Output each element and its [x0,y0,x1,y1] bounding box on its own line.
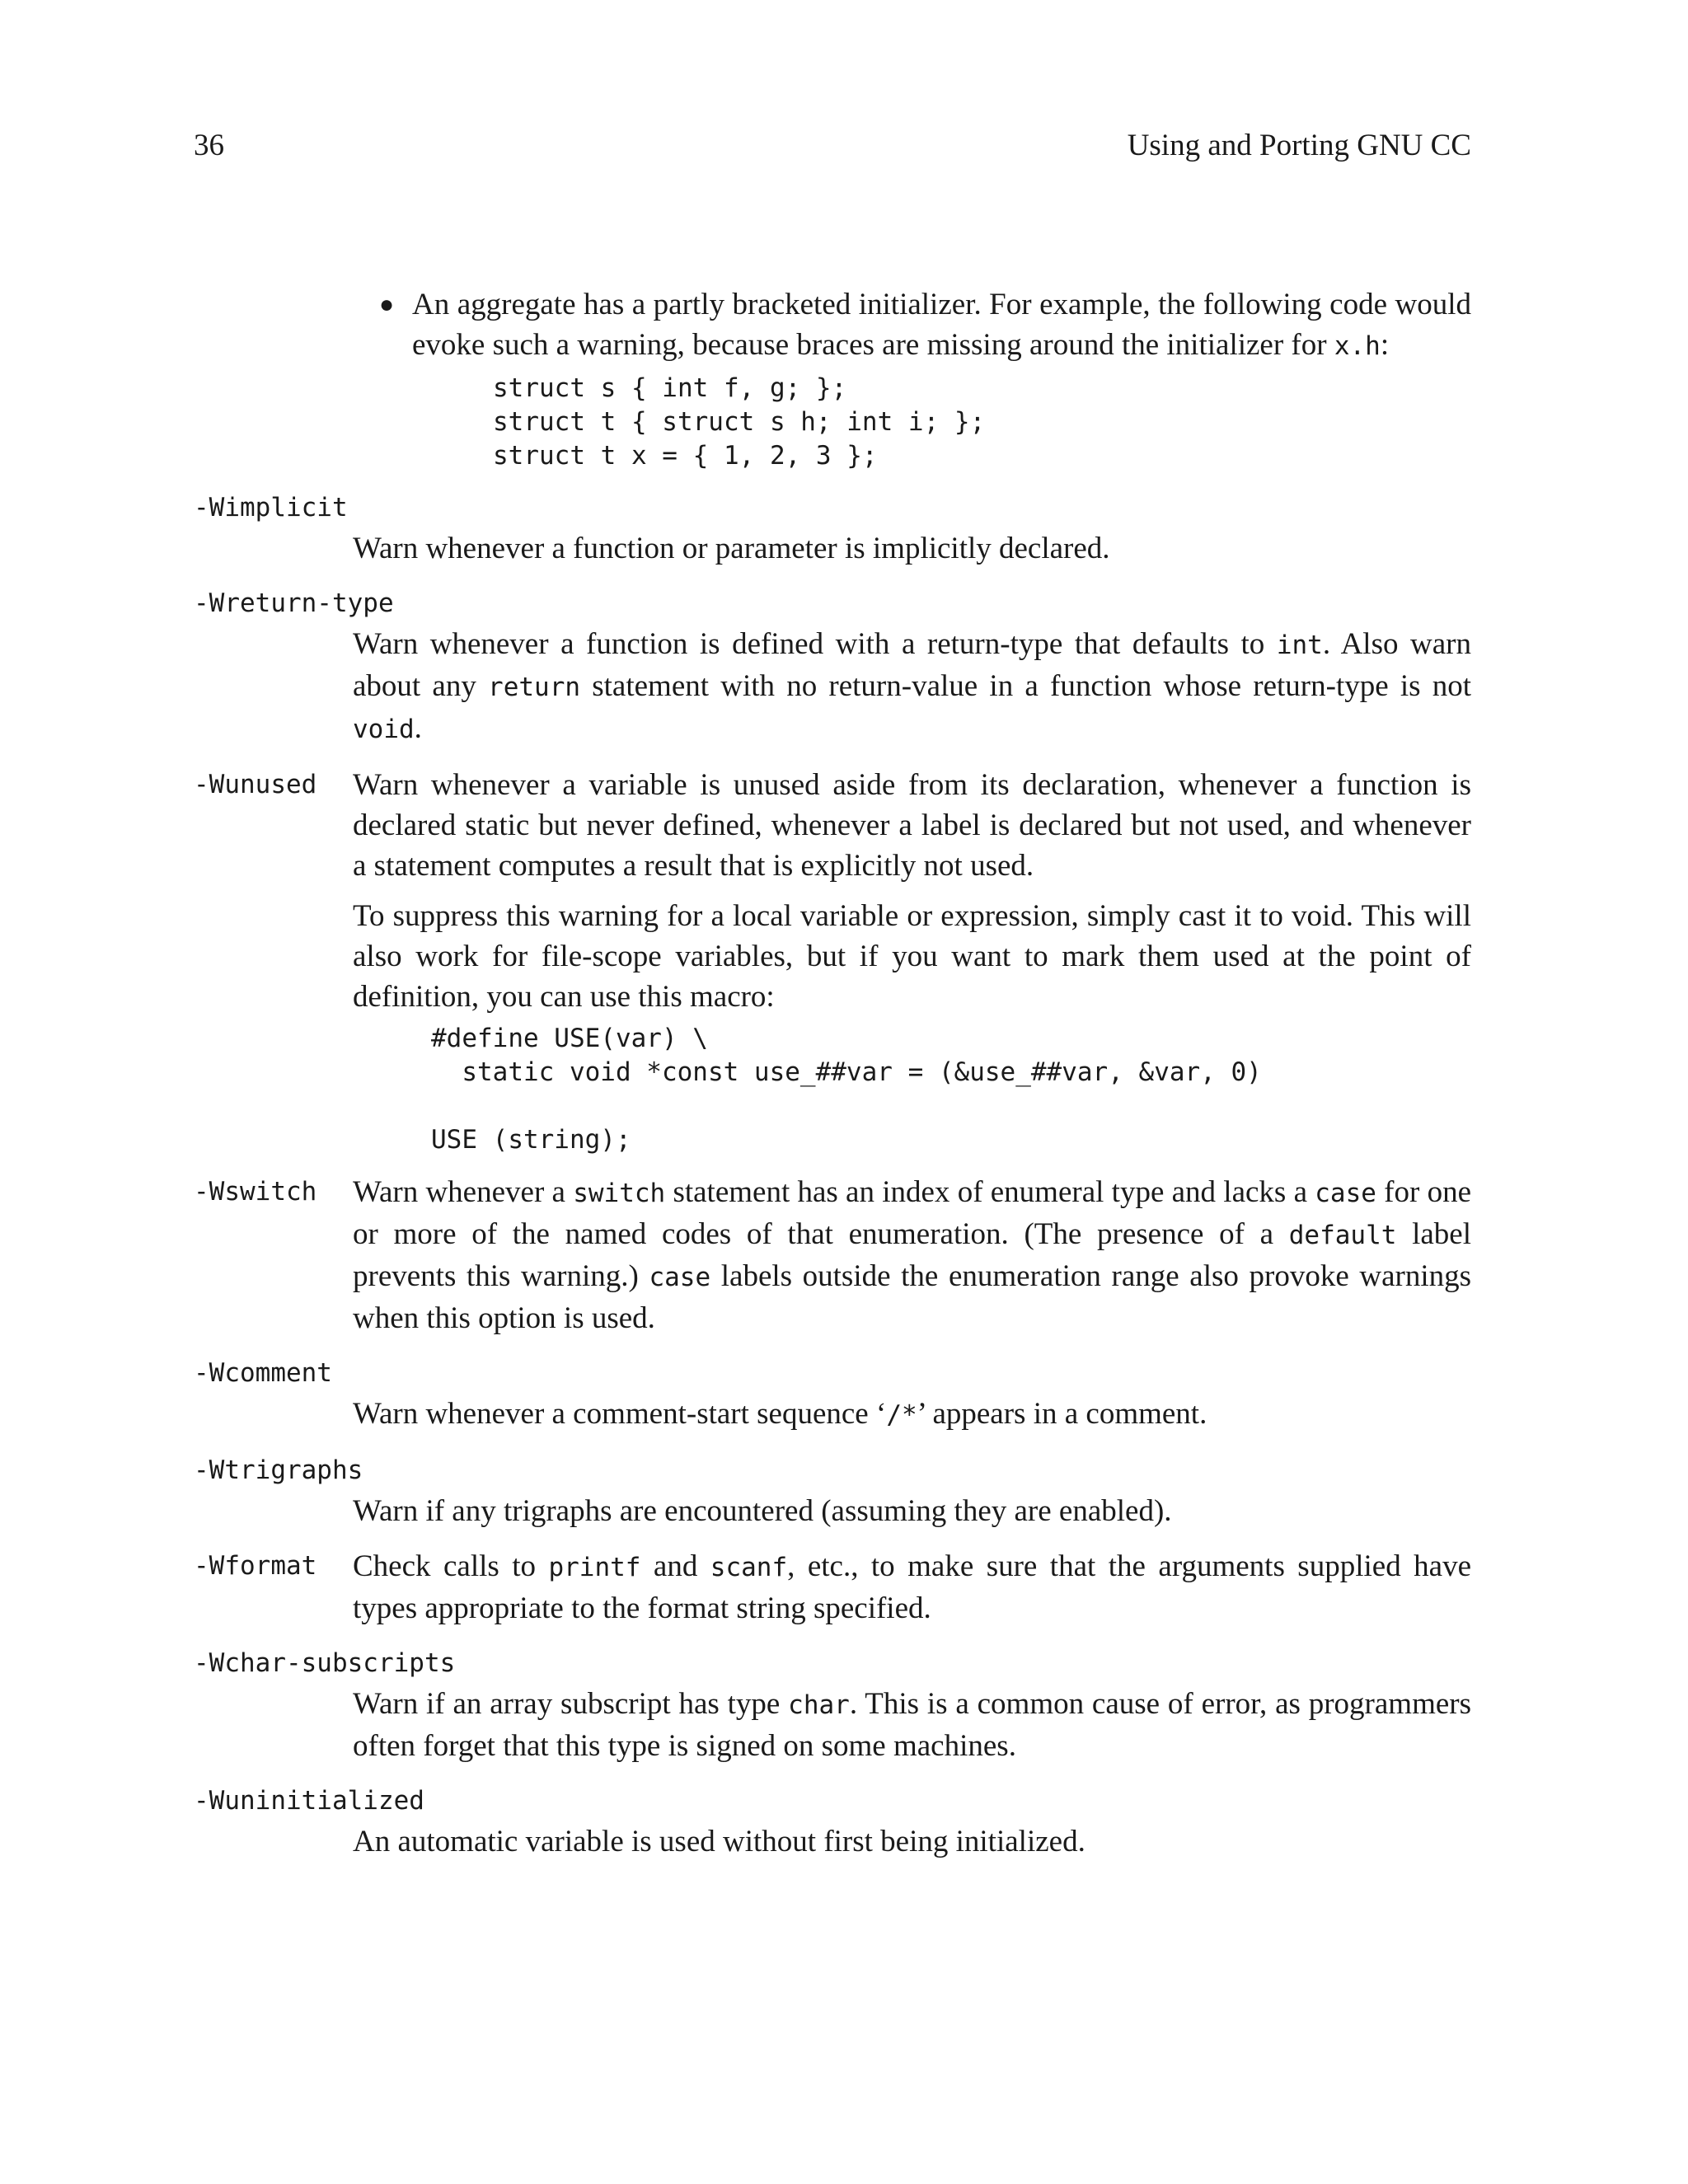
option-label: -Wunused [194,770,317,799]
code-example-struct: struct s { int f, g; }; struct t { struct s h; int i; }; struct t x = { 1, 2, 3 }; [493,373,986,471]
running-head: Using and Porting GNU CC [1127,129,1471,162]
option-label: -Wswitch [194,1177,317,1207]
option-description [353,1546,1471,1629]
option-wformat [194,1546,1471,1629]
option-wuninitialized [194,1781,1471,1862]
text-run: labels outside the enumeration range also provoke warnings when this option is used. [353,1259,1472,1335]
inline-code: void [353,715,415,744]
text-run: , etc., to make sure that the arguments supplied have types appropriate to the format string specified. [353,1549,1471,1625]
bullet-icon: ● [379,291,395,318]
bullet-text: An aggregate has a partly bracketed initializer. For example, the following code would evoke such a warning, because braces are missing around the initializer for [412,288,1471,362]
code-example-macro: #define USE(var) \ static void *const use_##var = (&use_##var, &var, 0) USE (string); [431,1024,1262,1155]
inline-code: /* [886,1400,917,1430]
text-run: statement has an index of enumeral type and lacks a [665,1175,1315,1209]
text-run: Check calls to [353,1549,549,1583]
text-run: label prevents this warning.) [353,1217,1472,1293]
text-run: ’ appears in a comment. [917,1397,1207,1431]
option-wreturn-type [194,583,1471,750]
option-description [353,765,1471,1157]
option-description [353,1684,1471,1766]
page-header [194,128,1471,169]
text-run: and [640,1549,710,1583]
bullet-item-aggregate [379,284,1471,473]
page-body [194,284,1471,1862]
text-run: statement with no return-value in a function whose return-type is not [580,669,1472,703]
option-description [353,1172,1471,1338]
option-wunused [194,765,1471,1157]
text-run: Warn whenever a function is defined with a return-type that defaults to [353,627,1277,661]
option-label: -Wtrigraphs [194,1455,363,1485]
text-run: . This is a common cause of error, as programmers often forget that this type is signed on some machines. [353,1687,1471,1763]
inline-code: return [488,673,581,702]
inline-code: case [1315,1179,1376,1208]
inline-code: char [788,1690,850,1720]
text-run: Warn if an array subscript has type [353,1687,789,1721]
paragraph: To suppress this warning for a local variable or expression, simply cast it to void. This will also work for file-scope variables, but if you want to mark them used at the point of definition, you can use this macro: [353,899,1471,1014]
option-label: -Wreturn-type [194,588,394,618]
inline-code: int [1276,630,1323,660]
option-label: -Wuninitialized [194,1786,424,1816]
option-label: -Wimplicit [194,493,348,523]
inline-code: default [1288,1221,1397,1250]
text-run: . Also warn about any [353,627,1471,703]
text-run: . [414,711,422,745]
option-description: Warn if any trigraphs are encountered (assuming they are enabled). [353,1494,1172,1528]
option-wcomment [194,1353,1471,1436]
inline-code: printf [548,1553,641,1582]
inline-code: scanf [710,1553,788,1582]
option-label: -Wchar-subscripts [194,1648,456,1678]
option-description: An automatic variable is used without first being initialized. [353,1825,1085,1858]
option-description: Warn whenever a function or parameter is implicitly declared. [353,532,1110,565]
text-run: Warn whenever a [353,1175,574,1209]
option-label: -Wcomment [194,1358,332,1388]
option-wchar-subscripts [194,1643,1471,1766]
inline-code: case [649,1263,711,1292]
option-label: -Wformat [194,1551,317,1581]
inline-code: switch [573,1179,666,1208]
option-wswitch [194,1172,1471,1338]
text-run: Warn whenever a comment-start sequence ‘ [353,1397,887,1431]
option-wtrigraphs [194,1451,1471,1531]
paragraph: Warn whenever a variable is unused aside from its declaration, whenever a function is declared static but never defined, whenever a label is declared but not used, and whenever a statement computes a result that is explicitly not used. [353,768,1471,883]
inline-code: x.h [1334,331,1381,361]
bullet-text-end: : [1380,328,1390,362]
page-number: 36 [194,129,224,162]
option-wimplicit [194,488,1471,569]
text-run: for one or more of the named codes of that enumeration. (The presence of a [353,1175,1471,1251]
option-description [353,1394,1471,1436]
option-description [353,624,1471,750]
